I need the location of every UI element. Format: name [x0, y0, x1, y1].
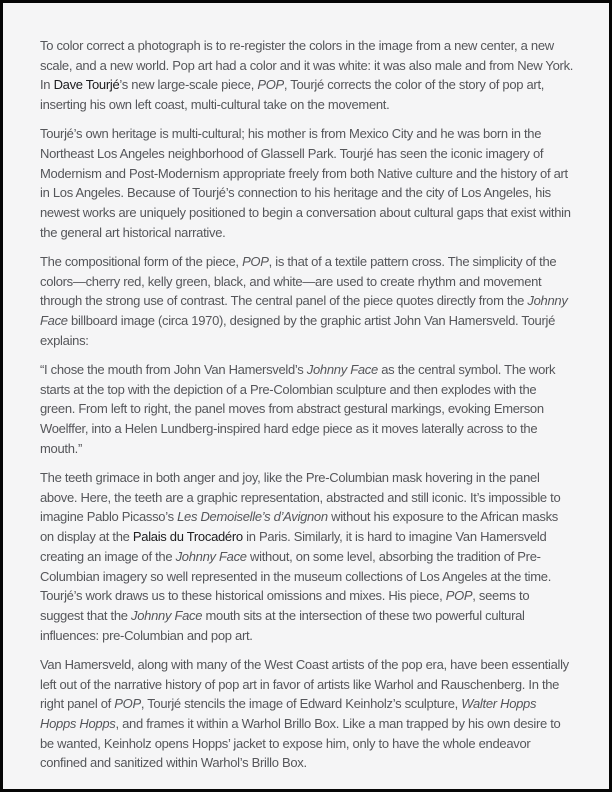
- paragraph-van-hamersveld: [40, 655, 574, 773]
- text-run: Van Hamersveld, along with many of the West Coast artists of the pop era, have been essentially left out of the narrative history of pop art in favor of artists like Warhol and Rauschenberg. In the right panel of: [40, 656, 569, 712]
- text-run: The teeth grimace in both anger and joy, like the Pre-Columbian mask hovering in the panel above. Here, the teeth are a graphic representation, abstracted and still iconic. It’s impossible to imagine Pablo Picasso’s: [40, 470, 561, 525]
- text-run: as the central symbol. The work starts at the top with the depiction of a Pre-Colombian sculpture and then explodes with the green. From left to right, the panel moves from abstract gestural markings, evoking Emerson Woelffer, into a Helen Lundberg-inspired hard edge piece as it moves laterally across to the mouth.”: [40, 362, 556, 456]
- text-run: without, on some level, absorbing the tradition of Pre-Columbian imagery so well represented in the museum collections of Los Angeles at the time. Tourjé’s work draws us to these historical omissions and mixes. His piece,: [40, 548, 552, 604]
- text-run: in Paris. Similarly, it is hard to imagine Van Hamersveld creating an image of the: [40, 529, 547, 564]
- text-run: Tourjé’s own heritage is multi-cultural; his mother is from Mexico City and he was born in the Northeast Los Angeles neighborhood of Glassell Park. Tourjé has seen the iconic imagery of Modernism and Post-Modernism appropriate freely from both Native culture and the history of art in Los Angeles. Because of Tourjé’s connection to his heritage and the city of Los Angeles, his newest works are uniquely positioned to begin a conversation about cultural gaps that exist within the general art historical narrative.: [40, 126, 571, 240]
- paragraph-composition: [40, 252, 574, 351]
- italic-title-run: Johnny Face: [175, 548, 247, 564]
- text-run: billboard image (circa 1970), designed by the graphic artist John Van Hamersveld. Tourjé explains:: [40, 313, 556, 348]
- text-run: The compositional form of the piece,: [40, 254, 243, 270]
- paragraph-intro: [40, 36, 574, 115]
- text-run: , Tourjé stencils the image of Edward Keinholz’s sculpture,: [140, 696, 462, 712]
- italic-title-run: Johnny Face: [40, 293, 568, 329]
- text-run: mouth sits at the intersection of these two powerful cultural influences: pre-Columbian and pop art.: [40, 607, 525, 643]
- italic-title-run: Johnny Face: [306, 362, 378, 378]
- link-dave-tourje[interactable]: Dave Tourjé: [53, 77, 120, 93]
- text-run: , seems to suggest that the: [40, 588, 530, 623]
- italic-title-run: POP: [257, 77, 284, 93]
- italic-title-run: POP: [445, 588, 473, 604]
- paragraph-quote: [40, 360, 574, 459]
- italic-title-run: POP: [242, 254, 269, 270]
- text-run: “I chose the mouth from John Van Hamersveld’s: [40, 362, 307, 378]
- text-run: , is that of a textile pattern cross. The simplicity of the colors—cherry red, kelly green, black, and white—are used to create rhythm and movement through the strong use of contrast. The central panel of the piece quotes directly from the: [40, 254, 557, 309]
- paragraph-teeth: [40, 468, 574, 645]
- link-palais-du-trocadero[interactable]: Palais du Trocadéro: [132, 529, 243, 545]
- italic-title-run: Walter Hopps Hopps Hopps: [40, 696, 537, 731]
- text-run: , and frames it within a Warhol Brillo Box. Like a man trapped by his own desire to be wanted, Keinholz opens Hopps’ jacket to expose him, only to have the whole endeavor confined and sanitized within Warhol’s Brillo Box.: [40, 716, 561, 771]
- paragraph-heritage: [40, 124, 574, 242]
- text-run: , Tourjé corrects the color of the story of pop art, inserting his own left coast, multi-cultural take on the movement.: [40, 77, 545, 113]
- article-body: [40, 36, 574, 773]
- text-run: without his exposure to the African masks on display at the: [40, 509, 558, 545]
- text-run: To color correct a photograph is to re-register the colors in the image from a new center, a new scale, and a new world. Pop art had a color and it was white: it was also male and from New York. In: [40, 38, 574, 93]
- italic-title-run: POP: [114, 696, 141, 712]
- italic-title-run: Les Demoiselle’s d’Avignon: [177, 509, 328, 525]
- italic-title-run: Johnny Face: [131, 607, 203, 623]
- text-run: ’s new large-scale piece,: [119, 77, 258, 93]
